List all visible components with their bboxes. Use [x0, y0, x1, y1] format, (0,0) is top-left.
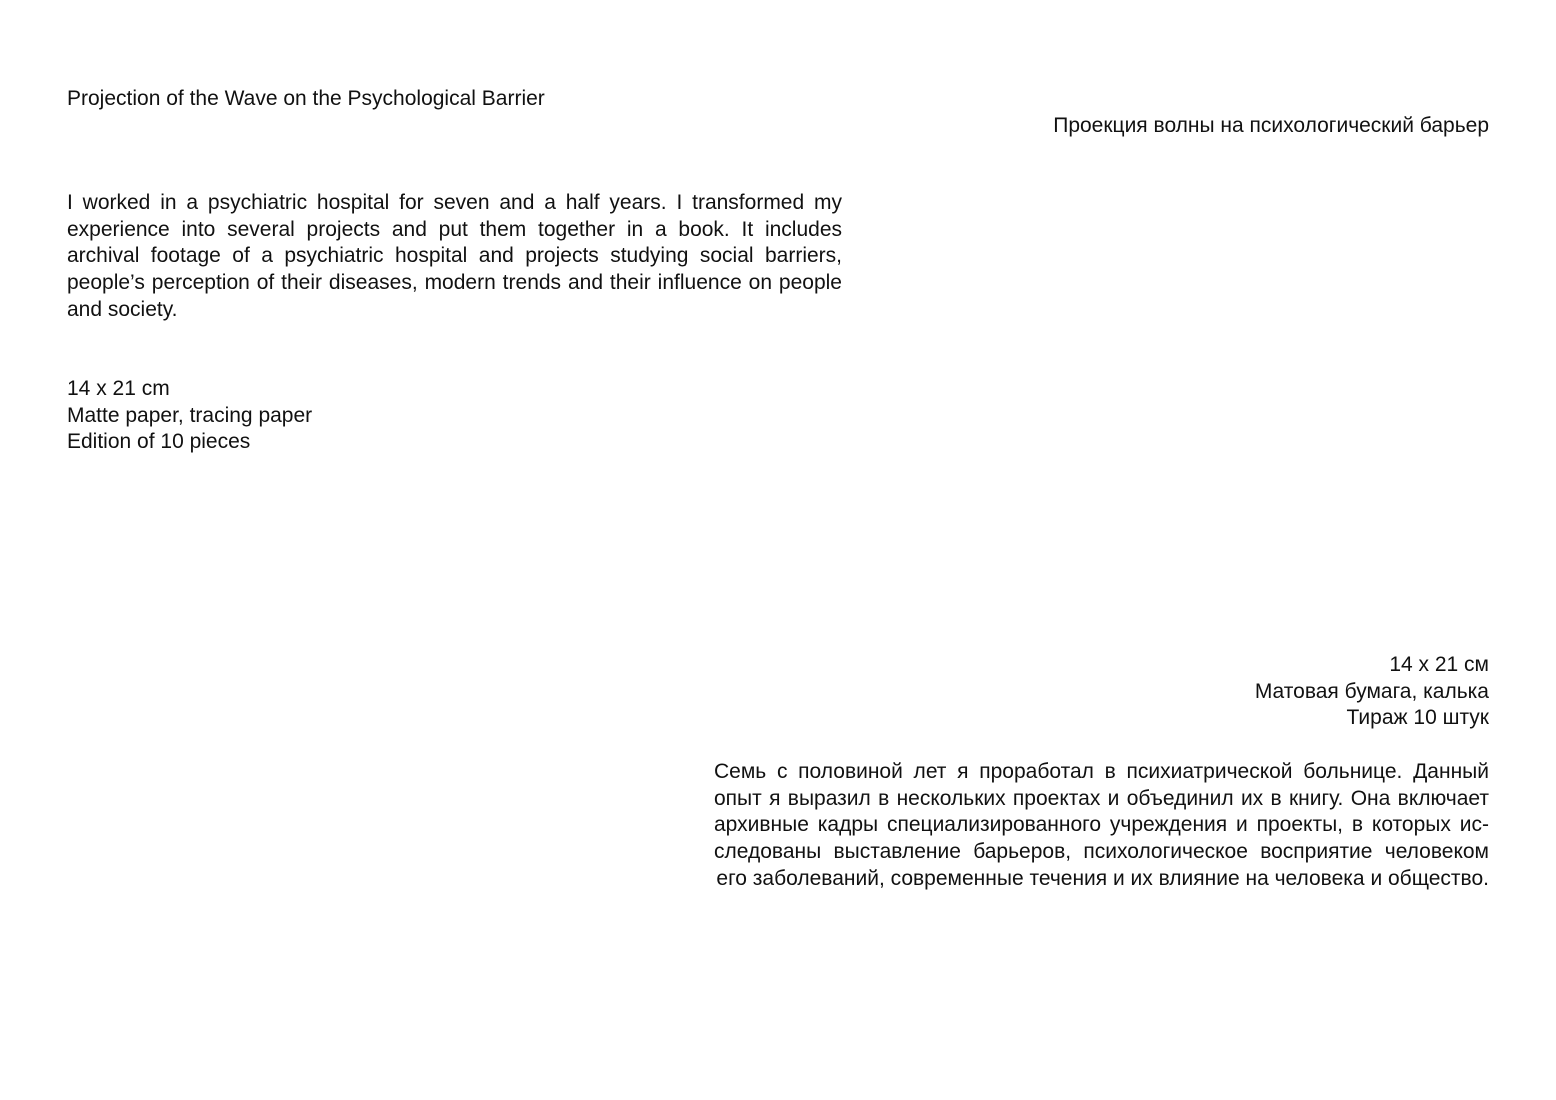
- english-specs: [67, 376, 312, 456]
- russian-edition: Тираж 10 штук: [1346, 706, 1489, 730]
- russian-title: Проекция волны на психологический барьер: [1053, 114, 1489, 137]
- english-description: I worked in a psychiatric hospital for seven and a half years. I transformed my experience into several projects and put them together in a book. It includes archival footage of a psychiatric hospital and projects studying social barriers, people’s perception of their diseases, modern trends and their influence on people and society.: [67, 191, 842, 321]
- russian-size: 14 х 21 см: [1389, 653, 1489, 676]
- russian-description: Семь с половиной лет я проработал в психиатрической больнице. Данный опыт я выразил в нескольких проектах и объединил их в книгу. Она включает архивные кадры специализированного учреждения и проекты, в которых исследованы выставление барьеров, психологическое восприятие человеком его заболеваний, современные течения и их влияние на человека и общество.: [714, 760, 1489, 890]
- english-size: 14 x 21 cm: [67, 377, 170, 400]
- russian-specs: [1255, 652, 1489, 732]
- russian-materials: Матовая бумага, калька: [1254, 679, 1489, 703]
- english-edition: Edition of 10 pieces: [67, 430, 251, 454]
- english-materials: Matte paper, tracing paper: [67, 403, 313, 427]
- english-title: Projection of the Wave on the Psychological Barrier: [67, 87, 545, 110]
